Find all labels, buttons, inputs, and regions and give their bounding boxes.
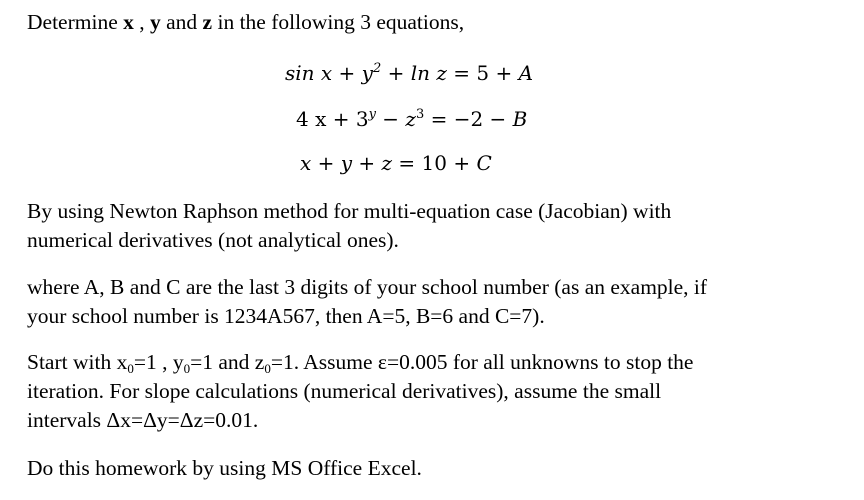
method-line-2: numerical derivatives (not analytical ones). [27,228,399,252]
equation-1-lhs-rest: + ln z = [381,61,477,85]
intro-var-y: y [150,10,161,34]
equation-1-rhs: 5 + [476,61,519,85]
abc-paragraph [27,273,847,331]
equation-2-lhs-rest: − z [375,107,416,131]
start-text-3: =1 and z [190,350,265,374]
start-line-2: iteration. For slope calculations (numerical derivatives), assume the small [27,379,662,403]
equation-3 [300,150,492,176]
start-text-4: =1. Assume ε=0.005 for all unknowns to stop the [270,350,694,374]
intro-and: and [160,10,203,34]
abc-line-1: where A, B and C are the last 3 digits of your school number (as an example, if [27,275,708,299]
equation-2-rhs: = −2 − [424,107,513,131]
equation-1-exponent: 2 [372,61,382,76]
start-sub-z: 0 [264,361,271,376]
excel-instruction: Do this homework by using MS Office Excel. [27,456,422,480]
abc-line-2: your school number is 1234A567, then A=5, B=6 and C=7). [27,304,545,328]
start-sub-x: 0 [127,361,134,376]
intro-sep: , [133,10,150,34]
start-text-1: Start with x [27,350,128,374]
intro-suffix: in the following 3 equations, [212,10,465,34]
intro-prefix: Determine [27,10,124,34]
equation-1 [285,60,533,86]
equation-3-lhs: x + y + z = [300,151,422,175]
start-line-1 [27,348,847,377]
equation-3-rhs: 10 + [421,151,477,175]
intro-var-x: x [123,10,134,34]
intro-sentence [27,8,847,37]
start-sub-y: 0 [183,361,191,376]
equation-2 [296,106,527,132]
method-paragraph [27,197,847,255]
equation-2-constant: B [512,107,528,131]
equation-1-constant: A [518,61,534,85]
method-line-1: By using Newton Raphson method for multi-equation case (Jacobian) with [27,199,672,223]
start-text-2: =1 , y [133,350,184,374]
equation-2-exponent-y: y [368,107,376,122]
intro-var-z: z [202,10,213,34]
equation-2-exponent-3: 3 [415,107,425,122]
equation-1-lhs: sin x + y [285,61,373,85]
equation-2-lhs: 4 x + 3 [296,107,369,131]
start-paragraph [27,348,847,435]
start-line-3: intervals Δx=Δy=Δz=0.01. [27,408,259,432]
equation-3-constant: C [476,151,492,175]
